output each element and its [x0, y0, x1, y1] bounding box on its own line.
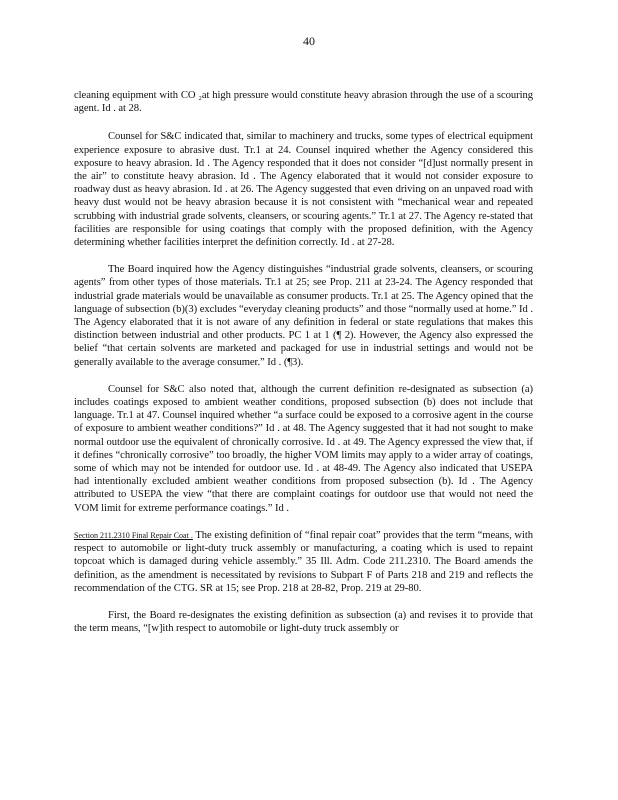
paragraph-3: The Board inquired how the Agency distinguishes “industrial grade solvents, cleansers, or scouring agents” from other types of those materials. Tr.1 at 25; see Prop. 211 at 23-24. The Agency responded that industrial grade materials would be unavailable as consumer products. Tr.1 at 25. The Agency opined that the language of subsection (b)(3) excludes “everyday cleaning products” and those “normally used at home.” Id . The Agency elaborated that it is not aware of any definition in federal or state regulations that makes this distinction between industrial and other products. PC 1 at 1 (¶ 2). However, the Agency also expressed the belief “that certain solvents are marketed and packaged for use in industrial settings and would not be generally available to the average consumer.” Id . (¶3). — [74, 264, 533, 368]
document-body — [74, 89, 533, 649]
paragraph-5-text: The existing definition of “final repair coat” provides that the term “means, with respect to automobile or light-duty truck assembly or manufacturing, a coating which is used to repaint topcoat which is damaged during vehicle assembly.” 35 Ill. Adm. Code 211.2310. The Board amends the definition, as the amendment is necessitated by revisions to Subpart F of Parts 218 and 219 and reflects the recommendation of the CTG. SR at 15; see Prop. 218 at 28-82, Prop. 219 at 29-80. — [74, 529, 533, 594]
paragraph-1: cleaning equipment with CO ₂at high pressure would constitute heavy abrasion through the use of a scouring agent. Id . at 28. — [74, 90, 533, 115]
paragraph-2: Counsel for S&C indicated that, similar to machinery and trucks, some types of electrical equipment experience exposure to abrasive dust. Tr.1 at 24. Counsel inquired whether the Agency considered this exposure to heavy abrasion. Id . The Agency responded that it does not consider “[d]ust normally present in the air” to constitute heavy abrasion. Id . The Agency elaborated that it would not consider exposure to roadway dust as heavy abrasion. Id . at 26. The Agency suggested that even driving on an unpaved road with heavy dust would not be heavy abrasion because it is not consistent with “mechanical wear and repeated scrubbing with industrial grade solvents, cleansers, or scouring agents.” Tr.1 at 27. The Agency re-stated that facilities are responsible for using coatings that comply with the proposed definition, with the Agency determining whether facilities interpret the definition correctly. Id . at 27-28. — [74, 131, 533, 249]
paragraph-6: First, the Board re-designates the existing definition as subsection (a) and revises it to provide that the term means, “[w]ith respect to automobile or light-duty truck assembly or — [74, 609, 533, 635]
page-number: 40 — [303, 34, 315, 48]
section-heading: Section 211.2310 Final Repair Coat . — [74, 530, 193, 540]
paragraph-5 — [74, 529, 533, 595]
paragraph-4: Counsel for S&C also noted that, although the current definition re-designated as subsection (a) includes coatings exposed to ambient weather conditions, proposed subsection (b) does not include that language. Tr.1 at 47. Counsel inquired whether “a surface could be exposed to a corrosive agent in the course of exposure to ambient weather conditions?” Id . at 48. The Agency suggested that it had not sought to make normal outdoor use the equivalent of chronically corrosive. Id . at 49. The Agency expressed the view that, if it defines “chronically corrosive” too broadly, the higher VOM limits may apply to a wider array of coatings, some of which may not be intended for outdoor use. Id . at 48-49. The Agency also indicated that USEPA had intentionally excluded ambient weather conditions from proposed subsection (b). Id . The Agency attributed to USEPA the view “that there are complaint coatings for outdoor use that would not need the VOM limit for extreme performance coatings.” Id . — [74, 383, 533, 514]
